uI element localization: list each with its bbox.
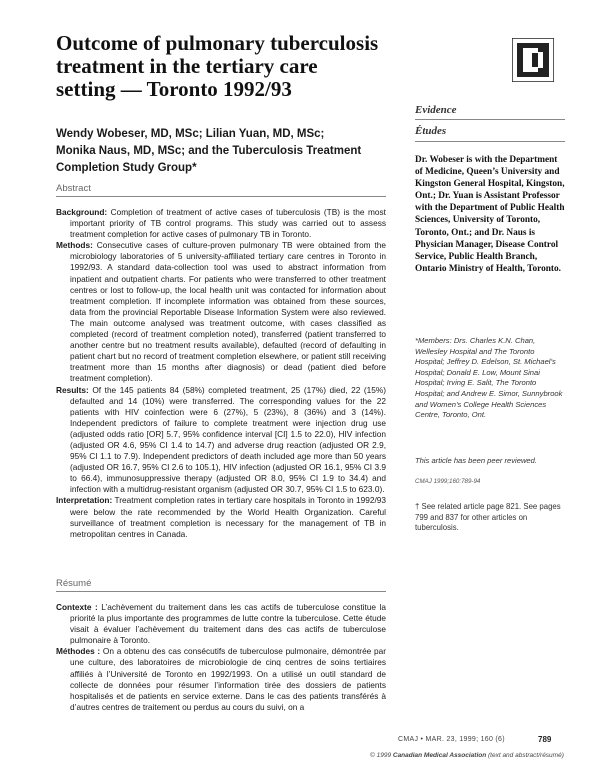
title-line: setting — Toronto 1992/93 [56,77,292,101]
related-articles-text: See related article page 821. See pages 799 and 837 for other articles on tuberculosis. [415,502,561,532]
author-line: Completion Study Group* [56,162,197,174]
label: Methods: [56,240,93,251]
label: Background: [56,207,108,217]
copyright-prefix: © 1999 [370,752,392,759]
author-line: Wendy Wobeser, MD, MSc; Lilian Yuan, MD, MSc; [56,128,325,140]
copyright-suffix: (text and abstract/résumé) [488,752,564,759]
title-line: Outcome of pulmonary tuberculosis [56,31,379,55]
abstract-results [56,385,386,496]
author-line: Monika Naus, MD, MSc; and the Tuberculosis Treatment [56,145,362,157]
label: Contexte : [56,602,98,612]
evidence-label: Evidence [415,104,457,116]
abstract-heading: Abstract [56,183,91,194]
text: L’achèvement du traitement dans les cas actifs de tuberculose constitue la priorité la plus importante des programmes de lutte contre la tuberculose. Cette étude visait à évaluer l’achèvement du traitement dans des cas actifs de tuberculose pulmonaire à Toronto. [70,602,386,646]
author-affiliation: Dr. Wobeser is with the Department of Medicine, Queen’s University and Kingston General Hospital, Kingston, Ont.; Dr. Yuan is Assistant Professor with the Department of Public Health Sciences, University of Toronto, Toronto, Ont.; and Dr. Naus is Physician Manager, Disease Control Service, Public Health Branch, Ontario Ministry of Health, Toronto. [415,155,565,274]
etudes-label: Études [415,125,447,137]
footer-journal: CMAJ • MAR. 23, 1999; 160 (6) [398,736,505,743]
copyright [370,752,564,759]
resume-divider [56,591,386,592]
text: Treatment completion rates in tertiary care hospitals in Toronto in 1992/93 were below the rate recommended by the World Health Organization. Careful surveillance of treatment completion is necessary for the management of TB in metropolitan centres in Canada. [70,495,386,539]
page-number: 789 [538,735,552,744]
resume-methodes [56,646,386,713]
author-list [56,126,396,177]
text: On a obtenu des cas consécutifs de tuberculose pulmonaire, démontrée par une culture, des laboratoires de microbiologie de cinq centres de soins tertiaires affiliés à l’Université de Toronto en 1992/1993. On a utilisé un outil standard de collecte de données pour résumer l’information tirée des dossiers de patients hospitalisés et de patients en service externe. Dans le cas des patients transférés à d’autres centres de traitement ou perdus au cours du suivi, on a [70,646,386,712]
abstract-methods [56,240,386,384]
study-group-members: *Members: Drs. Charles K.N. Chan, Wellesley Hospital and The Toronto Hospital; Jeffrey D. Edelson, St. Michael’s Hospital; Donald E. Low, Mount Sinai Hospital; Irving E. Salit, The Toronto Hospital; and Andrew E. Simor, Sunnybrook and Women’s College Health Sciences Centre, Toronto, Ont. [415,336,563,420]
text: Consecutive cases of culture-proven pulmonary TB were obtained from the microbiology laboratories of 5 university-affiliated tertiary care centres in Toronto in 1992/93. A standard data-collection tool was used to abstract information from inpatient and outpatient charts. For patients who were transferred to other treatment centres or lost to follow-up, the local health unit was contacted for information about treatment completion. If incomplete information was obtained from these sources, data from the provincial Reportable Disease Information System were also reviewed. The main outcome analysed was treatment outcome, with cases classified as completed (record of treatment completion noted), transferred (patient transferred to another centre but no treatment results available), defaulted (record of defaulting in patient chart but no record of treatment completion elsewhere, or patient still receiving treatment more than 15 months after diagnosis) or dead (patient died before treatment completion). [70,240,386,384]
abstract-body [56,207,386,540]
sidebar-divider [415,119,565,120]
citation: CMAJ 1999;160:789-94 [415,478,481,485]
resume-body [56,602,386,713]
abstract-interpretation [56,495,386,539]
label: Interpretation: [56,495,113,506]
text: Completion of treatment of active cases of tuberculosis (TB) is the most important priority of TB control programs. This study was carried out to assess treatment completion for active cases of pulmonary TB in Toronto. [70,207,386,240]
related-articles-note [415,502,565,534]
resume-contexte [56,602,386,646]
abstract-divider [56,196,386,197]
title-line: treatment in the tertiary care [56,54,318,78]
article-title [56,32,436,101]
resume-heading: Résumé [56,578,92,589]
sidebar-divider [415,141,565,142]
peer-review-note: This article has been peer reviewed. [415,456,537,465]
abstract-background [56,207,386,240]
text: Of the 145 patients 84 (58%) completed treatment, 25 (17%) died, 22 (15%) defaulted and 14 (10%) were transferred. The corresponding values for the 22 patients with HIV coinfection were 6 (27%), 5 (23%), 8 (36%) and 3 (14%). Independent predictors of failure to complete treatment were injection drug use (adjusted odds ratio [OR] 5.7, 95% confidence interval [CI] 1.5 to 22.0), HIV infection (adjusted OR 4.6, 95% CI 1.4 to 14.7) and adverse drug reaction (adjusted OR 2.9, 95% CI 1.1 to 7.9). Independent predictors of death included age more than 50 years (adjusted OR 16.7, 95% CI 2.6 to 105.1), HIV infection (adjusted OR 16.1, 95% CI 3.9 to 66.4), immunosuppressive therapy (adjusted OR 8.0, 95% CI 1.9 to 34.4) and infection with a multidrug-resistant organism (adjusted OR 30.7, 95% CI 1.5 to 623.0). [70,384,387,495]
copyright-org: Canadian Medical Association [392,752,487,759]
dagger-icon: † [415,502,420,511]
label: Méthodes : [56,646,101,657]
label: Results: [56,384,89,395]
research-logo-icon [512,38,554,82]
